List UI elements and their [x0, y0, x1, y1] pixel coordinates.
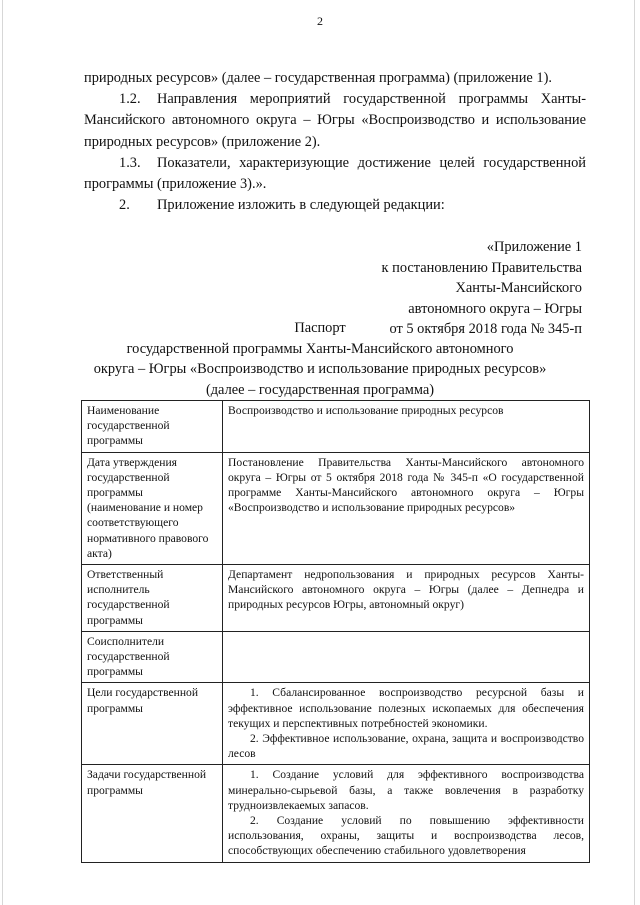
body-text [84, 68, 586, 216]
row-label: Задачи государственной программы [82, 765, 223, 862]
paragraph-2: 2. Приложение изложить в следующей редакции: [84, 195, 586, 216]
passport-subtitle-line: округа – Югры «Воспроизводство и использование природных ресурсов» [93, 361, 547, 378]
row-label: Соисполнители государственной программы [82, 631, 223, 683]
table-row [82, 565, 590, 632]
passport-heading: Паспорт [294, 320, 346, 336]
table-row [82, 765, 590, 862]
paragraph-continuation: природных ресурсов» (далее – государственная программа) (приложение 1). [84, 70, 552, 86]
row-value: Департамент недропользования и природных ресурсов Ханты-Мансийского автономного округа – Югры (далее – Депнедра и природных ресурсов Югры, автономный округ) [223, 565, 590, 632]
paragraph-number: 1.2. [119, 91, 141, 108]
table-row [82, 631, 590, 683]
paragraph-number: 2. [119, 197, 130, 214]
appendix-line: автономного округа – Югры [408, 300, 582, 317]
page-number: 2 [317, 14, 323, 28]
goal-item: 2. Эффективное использование, охрана, защита и воспроизводство лесов [228, 732, 584, 761]
row-value: Постановление Правительства Ханты-Мансийского автономного округа – Югры от 5 октября 2018 года № 345-п «О государственной программе Ханты-Мансийского автономного округа – Югры «Воспроизводство и использование природных ресурсов» [223, 452, 590, 564]
row-value [223, 683, 590, 765]
passport-subtitle-line: (далее – государственная программа) [205, 381, 435, 398]
paragraph-1-3: 1.3. Показатели, характеризующие достижение целей государственной программы (приложение 3).». [84, 154, 586, 193]
table-row [82, 452, 590, 564]
row-label: Дата утверждения государственной программы (наименование и номер соответствующего нормативного правового акта) [82, 452, 223, 564]
row-label: Ответственный исполнитель государственной программы [82, 565, 223, 632]
task-item: 1. Создание условий для эффективного воспроизводства минерально-сырьевой базы, а также вовлечения в разработку трудноизвлекаемых запасов. [228, 768, 584, 812]
table-row [82, 683, 590, 765]
paragraph-1-2: 1.2. Направления мероприятий государственной программы Ханты-Мансийского автономного округа – Югры «Воспроизводство и использование природных ресурсов» (приложение 2). [84, 91, 586, 150]
table-row [82, 401, 590, 453]
row-value [223, 765, 590, 862]
row-label: Цели государственной программы [82, 683, 223, 765]
scan-margin-left [2, 0, 3, 905]
row-value-empty [223, 631, 590, 683]
appendix-line: от 5 октября 2018 года № 345-п [389, 321, 582, 338]
scan-margin-right [634, 0, 635, 905]
appendix-line: к постановлению Правительства [381, 259, 582, 276]
passport-subtitle-line: государственной программы Ханты-Мансийского автономного [126, 340, 514, 357]
paragraph-number: 1.3. [119, 154, 141, 171]
appendix-line: «Приложение 1 [486, 239, 582, 255]
passport-table [81, 400, 590, 863]
row-label: Наименование государственной программы [82, 401, 223, 453]
row-value: Воспроизводство и использование природных ресурсов [223, 401, 590, 453]
goal-item: 1. Сбалансированное воспроизводство ресурсной базы и эффективное использование полезных ископаемых для обеспечения текущих и перспективных потребностей экономики. [228, 686, 584, 730]
appendix-line: Ханты-Мансийского [455, 280, 582, 297]
task-item: 2. Создание условий по повышению эффективности использования, охраны, защиты и воспроизводства лесов, способствующих обеспечению стабильного удовлетворения [228, 814, 584, 858]
passport-title [0, 318, 640, 400]
